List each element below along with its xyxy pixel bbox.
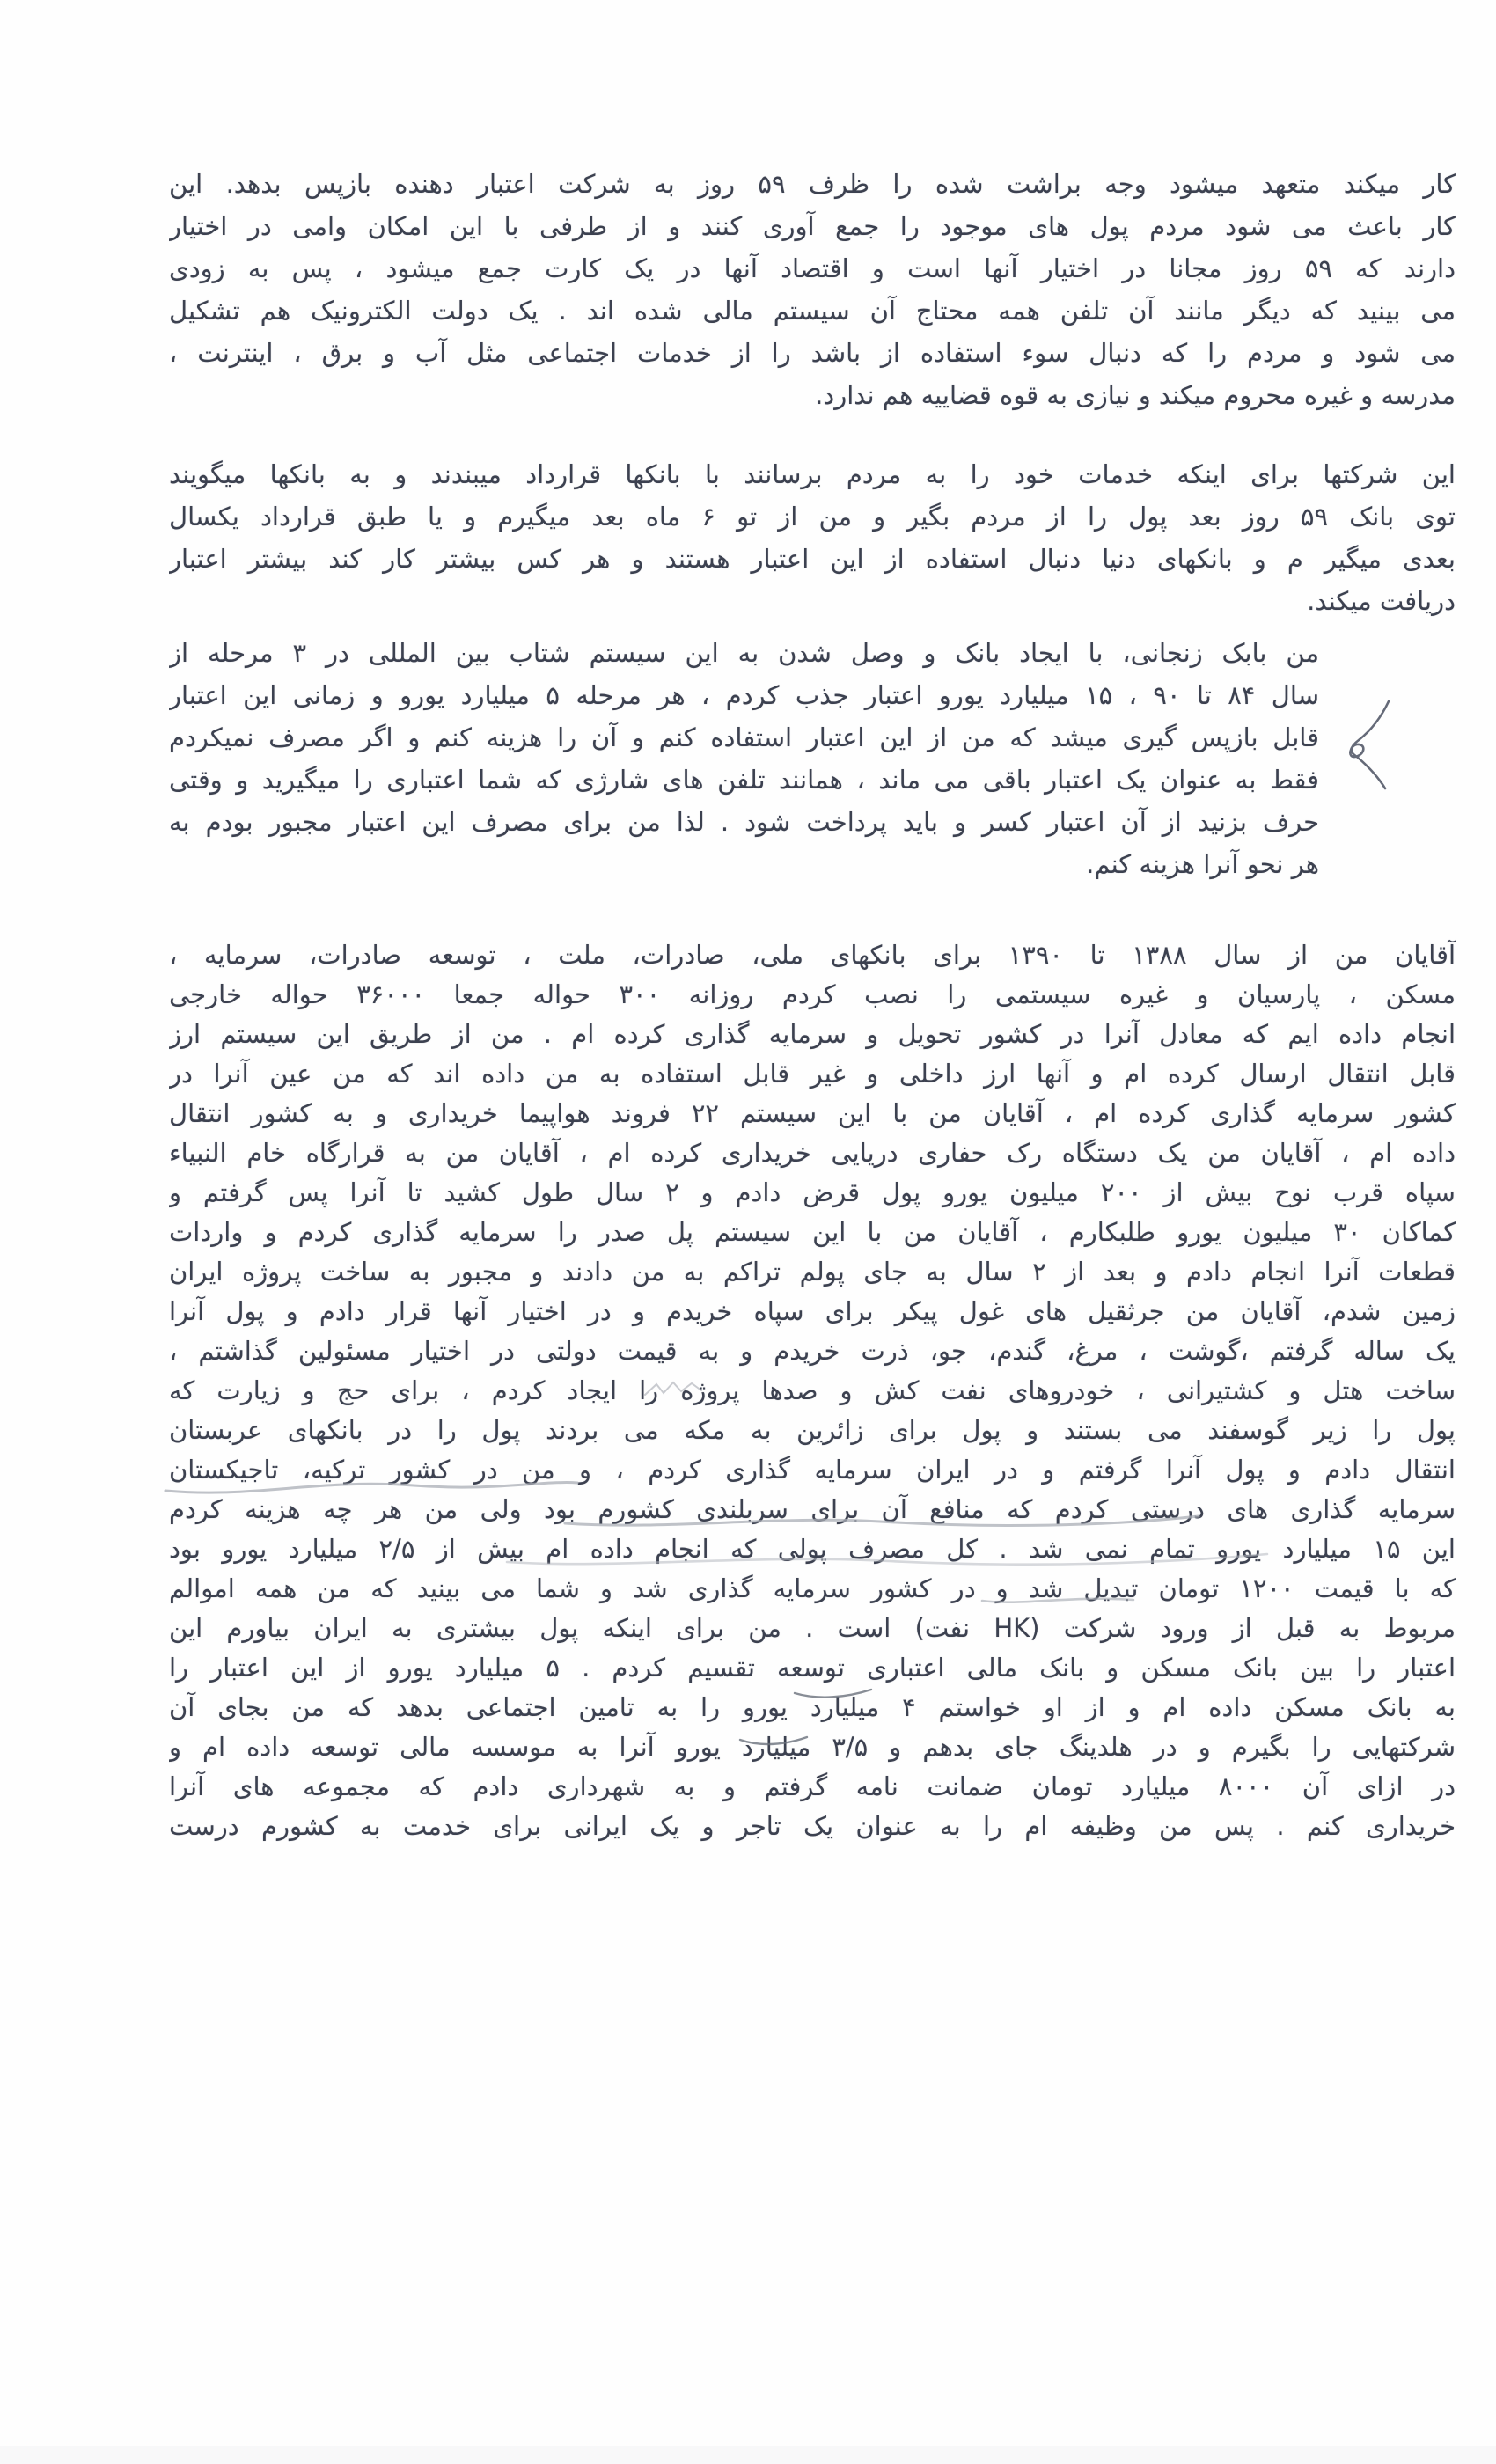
text-line: می شود و مردم را که دنبال سوء استفاده از باشد را از خدمات اجتماعی مثل آب و برق ، اینترنت ، [169, 338, 1456, 368]
text-line: دریافت میکند. [1307, 586, 1456, 616]
text-line: هر نحو آنرا هزینه کنم. [1086, 849, 1319, 879]
text-line: انجام داده ایم که معادل آنرا در کشور تحویل و سرمایه گذاری کرده ام . من از طریق این سیستم ارز [169, 1019, 1456, 1049]
text-line: توی بانک ۵۹ روز بعد پول را از مردم بگیر و من از تو ۶ ماه بعد میگیرم و یا طبق قرارداد یکسال [169, 502, 1456, 532]
text-line: در ازای آن ۸۰۰۰ میلیارد تومان ضمانت نامه گرفتم و به شهرداری دادم که مجموعه های آنرا [169, 1771, 1456, 1801]
text-line: داده ام ، آقایان من یک دستگاه رک حفاری دریایی خریداری کرده ام ، آقایان من به قرارگاه خام النبیاء [169, 1138, 1456, 1168]
text-line: بعدی میگیر م و بانکهای دنیا دنبال استفاده از این اعتبار هستند و هر کس بیشتر کار کند بیشتر اعتبار [169, 544, 1456, 574]
text-line: مدرسه و غیره محروم میکند و نیازی به قوه قضاییه هم ندارد. [815, 380, 1456, 410]
text-line: اعتبار را بین بانک مسکن و بانک مالی اعتباری توسعه تقسیم کردم . ۵ میلیارد یورو از این اعتبار را [169, 1653, 1456, 1683]
text-line: پول را زیر گوسفند می بستند و پول برای زائرین به مکه می بردند پول را در بانکهای عربستان [169, 1415, 1456, 1445]
text-line: سال ۸۴ تا ۹۰ ، ۱۵ میلیارد یورو اعتبار جذب کردم ، هر مرحله ۵ میلیارد یورو و زمانی این اعتبار [169, 680, 1319, 710]
paragraph-credit-system [169, 163, 1456, 416]
text-line: به بانک مسکن داده ام و از او خواستم ۴ میلیارد یورو را به تامین اجتماعی بدهد که من بجای آن [169, 1692, 1456, 1722]
text-line: انتقال دادم و پول آنرا گرفتم و در ایران سرمایه گذاری کردم ، و من در کشور ترکیه، تاجیکستان [169, 1455, 1456, 1485]
text-line: این ۱۵ میلیارد یورو تمام نمی شد . کل مصرف پولی که انجام داده ام بیش از ۲/۵ میلیارد یورو بود [169, 1534, 1456, 1564]
text-line: زمین شدم، آقایان من جرثقیل های غول پیکر برای سپاه خریدم و در اختیار آنها قرار دادم و پول آنرا [169, 1296, 1456, 1326]
text-line: مسکن ، پارسیان و غیره سیستمی را نصب کردم روزانه ۳۰۰ حواله جمعا ۳۶۰۰۰ حواله خارجی [169, 979, 1456, 1009]
text-line: قابل انتقال ارسال کرده ام و آنها ارز داخلی و غیر قابل استفاده به من داده اند که من عین آنرا در [169, 1059, 1456, 1089]
text-line: فقط به عنوان یک اعتبار باقی می ماند ، همانند تلفن های شارژی که شما اعتباری را میگیرید و وقتی [169, 765, 1319, 795]
text-line: کار میکند متعهد میشود وجه براشت شده را ظرف ۵۹ روز به شرکت اعتبار دهنده بازپس بدهد. این [169, 169, 1456, 199]
text-line: که با قیمت ۱۲۰۰ تومان تبدیل شد و در کشور سرمایه گذاری شد و شما می بینید که من همه اموالم [169, 1573, 1456, 1603]
scan-edge-shadow [0, 2446, 1496, 2464]
paragraph-banks-contracts [169, 453, 1456, 622]
paragraph-investments-detail [169, 935, 1456, 1846]
text-line: می بینید که دیگر مانند آن تلفن همه محتاج آن سیستم مالی شده اند . یک دولت الکترونیک هم تشکیل [169, 296, 1456, 326]
text-line: سپاه قرب نوح بیش از ۲۰۰ میلیون یورو پول قرض دادم و ۲ سال طول کشید تا آنرا پس گرفتم و [169, 1177, 1456, 1207]
text-line: من بابک زنجانی، با ایجاد بانک و وصل شدن به این سیستم شتاب بین المللی در ۳ مرحله از [169, 638, 1319, 668]
text-line: یک ساله گرفتم ،گوشت ، مرغ، گندم، جو، ذرت خریدم و به قیمت دولتی در اختیار مسئولین گذاشتم ، [169, 1336, 1456, 1366]
text-line: قابل بازپس گیری میشد که من از این اعتبار استفاده کنم و آن را هزینه کنم و اگر مصرف نمیکردم [169, 722, 1319, 752]
text-line: مربوط به قبل از ورود شرکت (HK نفت) است . من برای اینکه پول بیشتری به ایران بیاورم این [169, 1613, 1456, 1643]
paragraph-babak-zanjani-credit [169, 632, 1456, 885]
text-line: این شرکتها برای اینکه خدمات خود را به مردم برسانند با بانکها قرارداد میبندند و به بانکها میگویند [169, 459, 1456, 489]
text-line: قطعات آنرا انجام دادم و بعد از ۲ سال به جای پولم تراکم به من دادند و مجبور به ساخت پروژه ایران [169, 1257, 1456, 1287]
text-line: شرکتهایی را بگیرم و در هلدینگ جای بدهم و ۳/۵ میلیارد یورو آنرا به موسسه مالی توسعه داده ام و [169, 1732, 1456, 1762]
text-line: کشور سرمایه گذاری کرده ام ، آقایان من با این سیستم ۲۲ فروند هواپیما خریداری و به کشور انتقال [169, 1098, 1456, 1128]
text-line: خریداری کنم . پس من وظیفه ام را به عنوان یک تاجر و یک ایرانی برای خدمت به کشورم درست [169, 1811, 1456, 1841]
text-line: ساخت هتل و کشتیرانی ، خودروهای نفت کش و صدها پروژه را ایجاد کردم ، برای حج و زیارت که [169, 1375, 1456, 1405]
text-line: کماکان ۳۰ میلیون یورو طلبکارم ، آقایان من با این سیستم پل صدر را سرمایه گذاری کردم و واردات [169, 1217, 1456, 1247]
text-line: سرمایه گذاری های درستی کردم که منافع آن برای سربلندی کشورم بود ولی من هر چه هزینه کردم [169, 1494, 1456, 1524]
text-line: کار باعث می شود مردم پول های موجود را جمع آوری کنند و از طرفی با این امکان وامی در اختیار [169, 211, 1456, 241]
text-line: حرف بزنید از آن اعتبار کسر و باید پرداخت شود . لذا من برای مصرف این اعتبار مجبور بودم به [169, 807, 1319, 837]
text-line: آقایان من از سال ۱۳۸۸ تا ۱۳۹۰ برای بانکهای ملی، صادرات، ملت ، توسعه صادرات، سرمایه ، [169, 940, 1456, 970]
text-line: دارند که ۵۹ روز مجانا در اختیار آنها است و اقتصاد آنها در یک کارت جمع میشود ، پس به زودی [169, 253, 1456, 283]
